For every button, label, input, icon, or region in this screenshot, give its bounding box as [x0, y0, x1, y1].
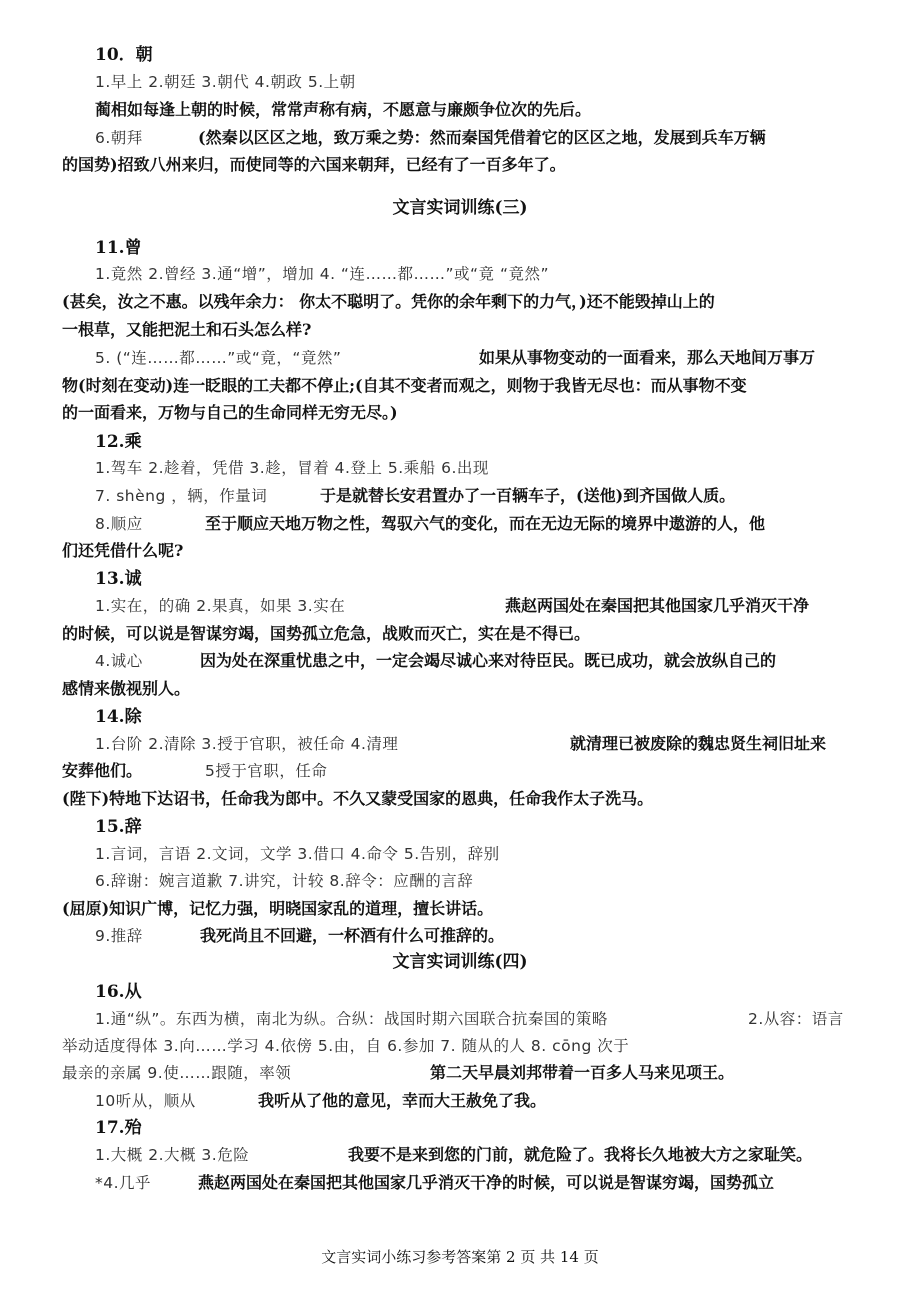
- translation-line: 的一面看来，万物与自己的生命同样无穷无尽。): [62, 403, 398, 422]
- gloss-line: 10听从，顺从: [95, 1092, 196, 1110]
- gloss-line: *4.几乎: [95, 1174, 152, 1192]
- translation-line: 如果从事物变动的一面看来，那么天地间万事万: [479, 348, 816, 367]
- gloss-line: 1.驾车 2.趁着，凭借 3.趁，冒着 4.登上 5.乘船 6.出现: [95, 459, 489, 477]
- section-title: 文言实词训练(三): [392, 198, 528, 218]
- translation-line: 燕赵两国处在秦国把其他国家几乎消灭干净的时候，可以说是智谋穷竭，国势孤立: [198, 1173, 775, 1192]
- gloss-line: 最亲的亲属 9.使……跟随，率领: [62, 1064, 292, 1082]
- translation-line: 的时候，可以说是智谋穷竭，国势孤立危急，战败而灭亡，实在是不得已。: [62, 624, 591, 643]
- translation-line: 安葬他们。: [62, 761, 143, 780]
- entry-heading-13: 13.诚: [95, 569, 142, 589]
- gloss-line: 1.通“纵”。东西为横，南北为纵。合纵：战国时期六国联合抗秦国的策略: [95, 1010, 608, 1028]
- translation-line: 第二天早晨刘邦带着一百多人马来见项王。: [430, 1063, 735, 1082]
- translation-line: 物(时刻在变动)连一眨眼的工夫都不停止;(自其不变者而观之，则物于我皆无尽也：而从事物不变: [62, 376, 747, 395]
- translation-line: 我听从了他的意见，幸而大王赦免了我。: [258, 1091, 547, 1110]
- translation-line: 蔺相如每逢上朝的时候，常常声称有病，不愿意与廉颇争位次的先后。: [95, 100, 592, 119]
- gloss-line: 5. (“连……都……”或“竟，“竟然”: [95, 349, 342, 367]
- translation-line: 燕赵两国处在秦国把其他国家几乎消灭干净: [505, 596, 810, 615]
- section-title: 文言实词训练(四): [392, 952, 528, 972]
- gloss-line: 1.言词，言语 2.文词，文学 3.借口 4.命令 5.告别，辞别: [95, 845, 500, 863]
- gloss-line: 4.诚心: [95, 652, 143, 670]
- page-footer: 文言实词小练习参考答案第 2 页 共 14 页: [321, 1248, 599, 1266]
- translation-line: 一根草，又能把泥土和石头怎么样?: [62, 320, 312, 339]
- gloss-line: 1.实在，的确 2.果真，如果 3.实在: [95, 597, 346, 615]
- entry-heading-10: 10．朝: [95, 45, 153, 65]
- gloss-line: 9.推辞: [95, 927, 143, 945]
- entry-heading-16: 16.从: [95, 982, 142, 1002]
- entry-heading-11: 11.曾: [95, 238, 142, 258]
- translation-line: 们还凭借什么呢?: [62, 541, 184, 560]
- translation-line: 因为处在深重忧患之中，一定会竭尽诚心来对待臣民。既已成功，就会放纵自己的: [200, 651, 777, 670]
- gloss-line: 2.从容：语言: [748, 1010, 844, 1028]
- translation-line: 的国势)招致八州来归，而使同等的六国来朝拜，已经有了一百多年了。: [62, 155, 566, 174]
- translation-line: 我死尚且不回避，一杯酒有什么可推辞的。: [200, 926, 505, 945]
- gloss-line: 举动适度得体 3.向……学习 4.依傍 5.由，自 6.参加 7. 随从的人 8. cōng 次于: [62, 1037, 630, 1055]
- translation-line: (甚矣，汝之不惠。以残年余力： 你太不聪明了。凭你的余年剩下的力气，)还不能毁掉山上的: [62, 292, 715, 311]
- gloss-line: 1.早上 2.朝廷 3.朝代 4.朝政 5.上朝: [95, 73, 356, 91]
- translation-line: (屈原)知识广博，记忆力强，明晓国家乱的道理，擅长讲话。: [62, 899, 494, 918]
- translation-line: 我要不是来到您的门前，就危险了。我将长久地被大方之家耻笑。: [348, 1145, 813, 1164]
- gloss-line: 1.台阶 2.清除 3.授于官职，被任命 4.清理: [95, 735, 399, 753]
- gloss-line: 8.顺应: [95, 515, 143, 533]
- translation-line: 于是就替长安君置办了一百辆车子，(送他)到齐国做人质。: [320, 486, 736, 505]
- translation-line: (陛下)特地下达诏书，任命我为郎中。不久又蒙受国家的恩典，任命我作太子洗马。: [62, 789, 654, 808]
- gloss-line: 6.辞谢：婉言道歉 7.讲究，计较 8.辞令：应酬的言辞: [95, 872, 474, 890]
- translation-line: 至于顺应天地万物之性，驾驭六气的变化，而在无边无际的境界中遨游的人，他: [205, 514, 766, 533]
- translation-line: 就清理已被废除的魏忠贤生祠旧址来: [570, 734, 827, 753]
- gloss-line: 1.大概 2.大概 3.危险: [95, 1146, 250, 1164]
- entry-heading-12: 12.乘: [95, 432, 142, 452]
- translation-line: (然秦以区区之地，致万乘之势：然而秦国凭借着它的区区之地，发展到兵车万辆: [198, 128, 766, 147]
- gloss-line: 5授于官职，任命: [205, 762, 328, 780]
- translation-line: 感情来傲视别人。: [62, 679, 191, 698]
- entry-heading-15: 15.辞: [95, 817, 142, 837]
- gloss-line: 1.竟然 2.曾经 3.通“增”，增加 4. “连……都……”或“竟 “竟然”: [95, 265, 550, 283]
- gloss-line: 7. shèng ，辆，作量词: [95, 487, 268, 505]
- entry-heading-17: 17.殆: [95, 1118, 142, 1138]
- entry-heading-14: 14.除: [95, 707, 142, 727]
- gloss-line: 6.朝拜: [95, 129, 143, 147]
